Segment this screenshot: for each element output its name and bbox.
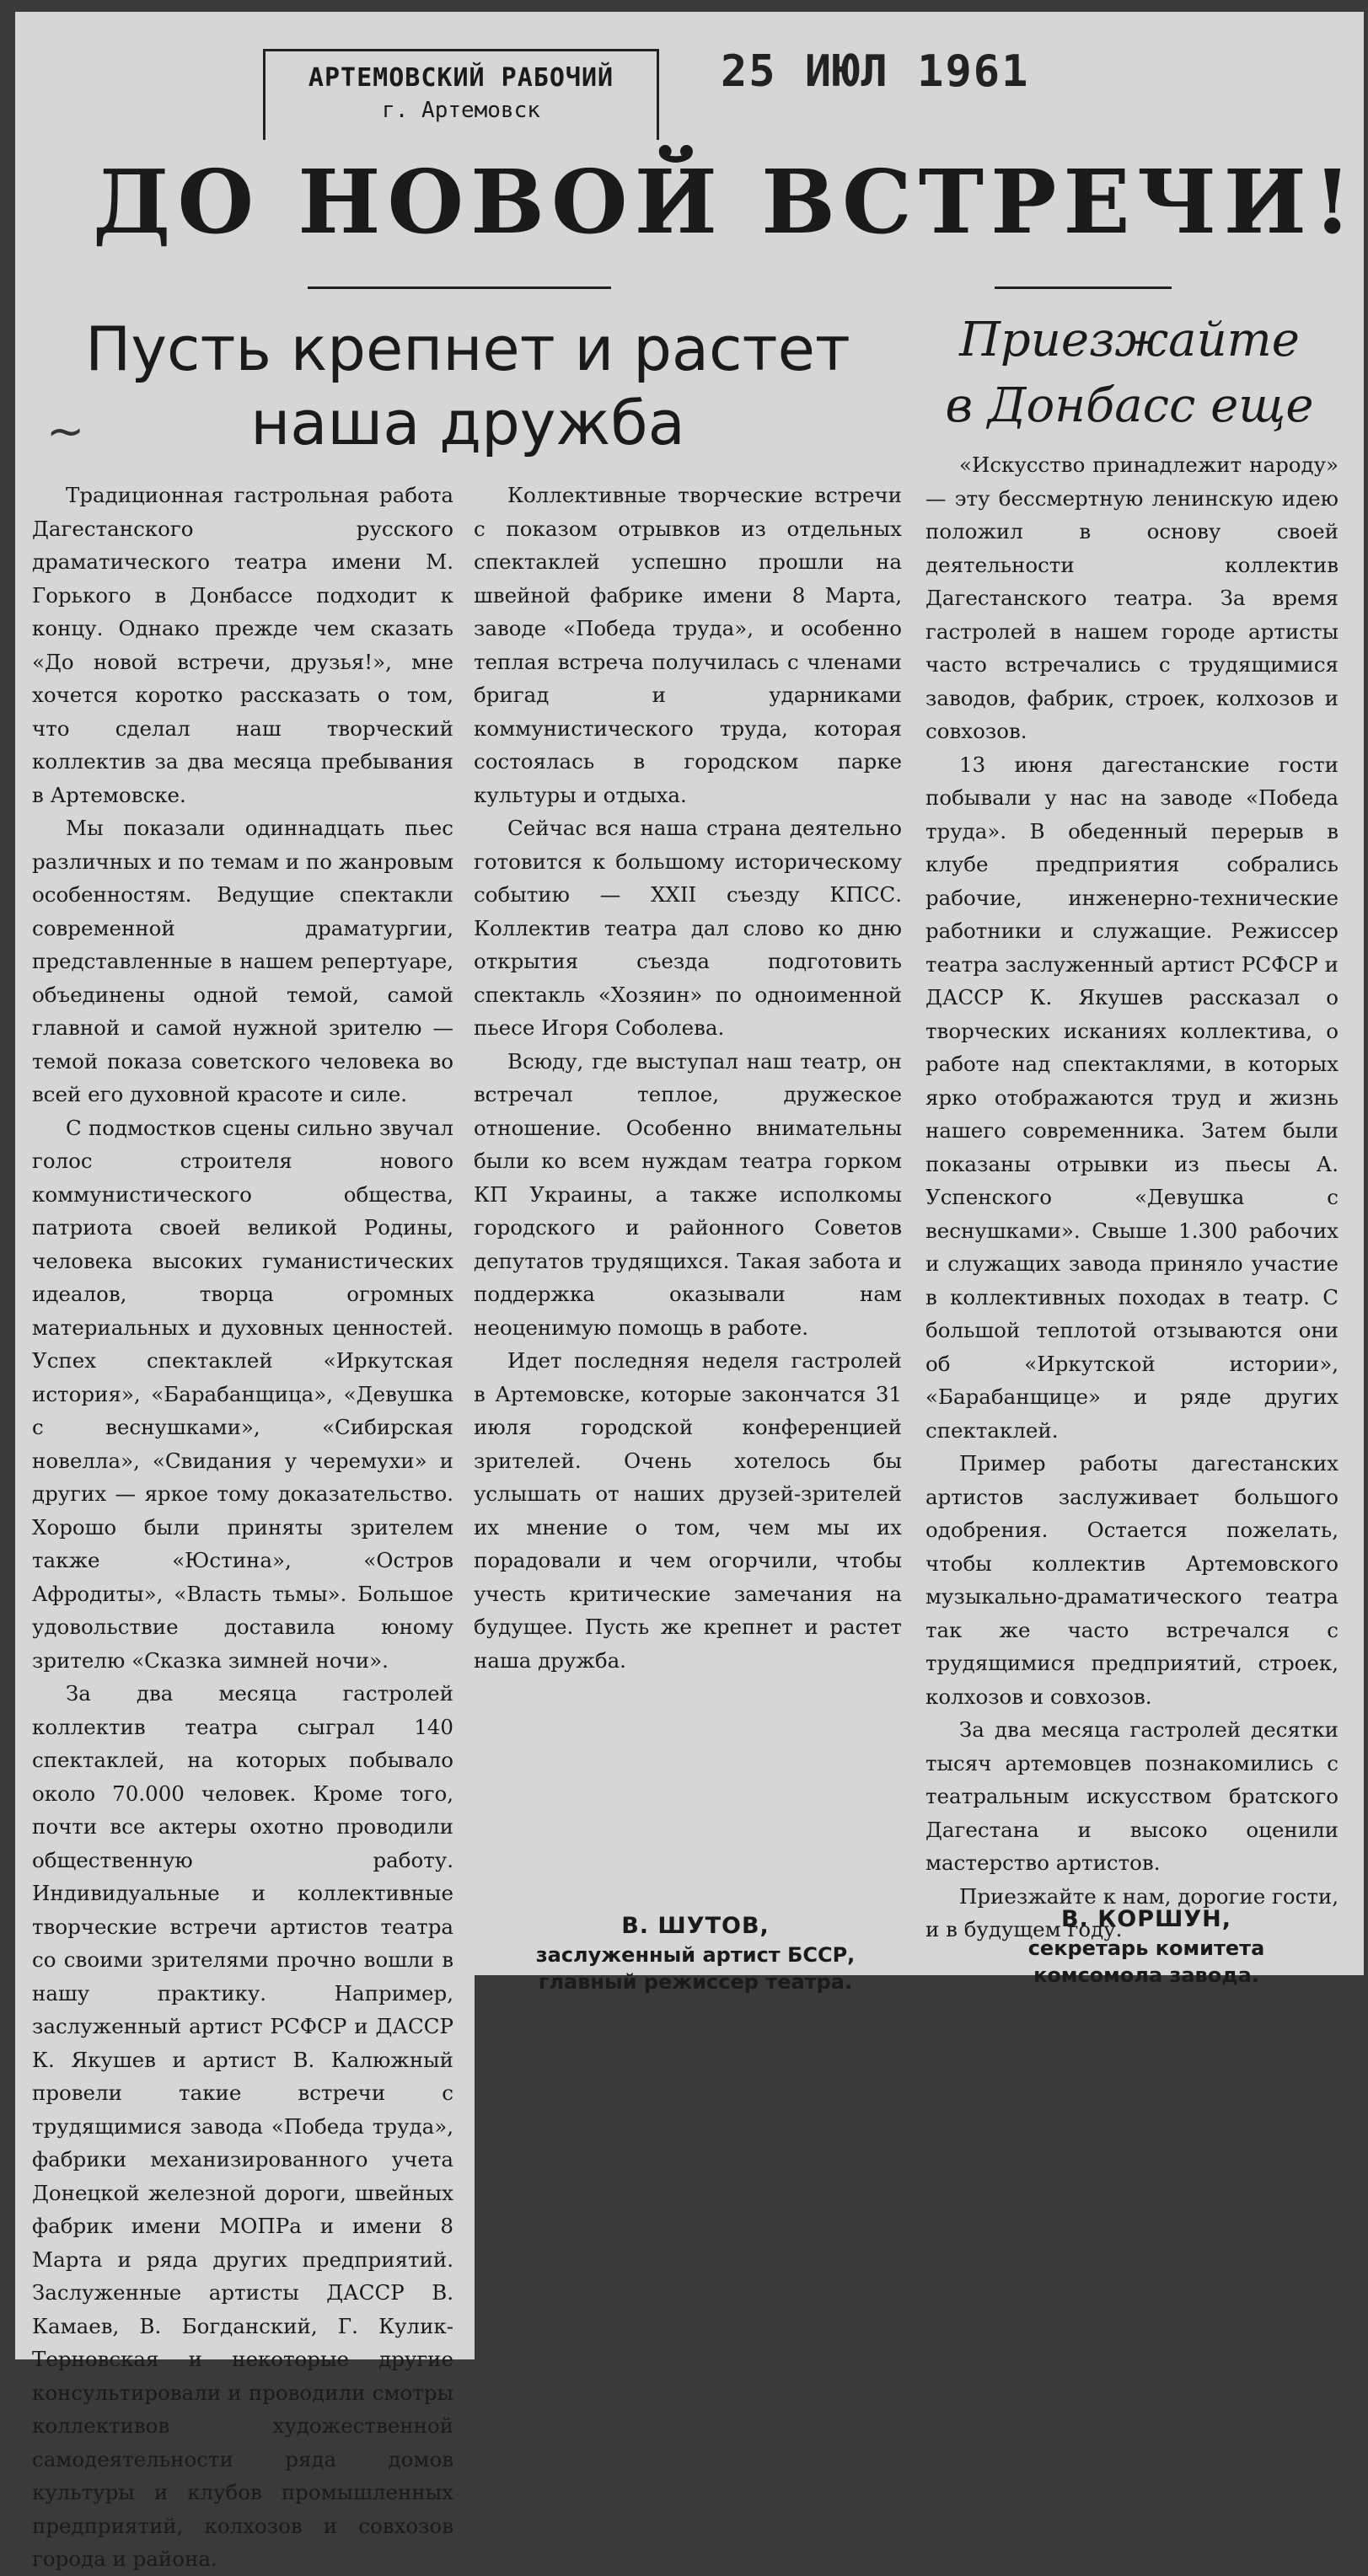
- paragraph: «Искусство принадлежит народу» — эту бессмертную ленинскую идею положил в основу своей деятельности коллектив Дагестанского театра. За время гастролей в нашем городе артисты часто встречались с трудящимися заводов, фабрик, строек, колхозов и совхозов.: [925, 453, 1338, 743]
- right-title-line1: Приезжайте: [959, 313, 1300, 367]
- signature-right: [961, 1906, 1332, 1989]
- right-article-title: [919, 308, 1340, 439]
- handwritten-mark: ~: [46, 404, 85, 458]
- signature-left: [489, 1913, 902, 1995]
- paragraph: Идет последняя неделя гастролей в Артемовске, которые закончатся 31 июля городской конференцией зрителей. Очень хотелось бы услышать от наших друзей-зрителей их мнение о том, чем мы их порадовали и чем огорчили, чтобы учесть критические замечания на будущее. Пусть же крепнет и растет наша дружба.: [474, 1348, 902, 1673]
- paragraph: Сейчас вся наша страна деятельно готовится к большому историческому событию — XXII съезду КПСС. Коллектив театра дал слово ко дню открытия съезда подготовить спектакль «Хозяин» по одноименной пьесе Игоря Соболева.: [474, 816, 902, 1040]
- paragraph: Пример работы дагестанских артистов заслуживает большого одобрения. Остается пожелать, чтобы коллектив Артемовского музыкально-драматического театра так же часто встречался с трудящимися предприятий, строек, колхозов и совхозов.: [925, 1451, 1338, 1709]
- newspaper-city: г. Артемовск: [382, 98, 540, 123]
- divider-right: [995, 287, 1172, 289]
- signature-name: В. КОРШУН,: [1060, 1906, 1232, 1932]
- paragraph: Мы показали одиннадцать пьес различных и по темам и по жанровым особенностям. Ведущие спектакли современной драматургии, представленные в нашем репертуаре, объединены одной темой, самой главной и самой нужной зрителю — темой показа советского человека во всей его духовной красоте и силе.: [32, 816, 453, 1106]
- right-title-line2: в Донбасс еще: [945, 378, 1314, 433]
- paragraph: За два месяца гастролей десятки тысяч артемовцев познакомились с театральным искусством братского Дагестана и высоко оценили мастерство артистов.: [925, 1717, 1338, 1875]
- paragraph: 13 июня дагестанские гости побывали у нас на заводе «Победа труда». В обеденный перерыв в клубе предприятия собрались рабочие, инженерно-технические работники и служащие. Режиссер театра заслуженный артист РСФСР и ДАССР К. Якушев рассказал о творческих исканиях коллектива, о работе над спектаклями, в которых ярко отображаются труд и жизнь нашего современника. Затем были показаны отрывки из пьесы А. Успенского «Девушка с веснушками». Свыше 1.300 рабочих и служащих завода приняло участие в коллективных походах в театр. С большой теплотой отзываются они об «Иркутской истории», «Барабанщице» и ряде других спектаклей.: [925, 752, 1338, 1443]
- divider-left: [308, 287, 611, 289]
- left-article-title: [46, 312, 889, 460]
- main-headline: ДО НОВОЙ ВСТРЕЧИ!: [93, 150, 1359, 254]
- left-title-line2: наша дружба: [250, 388, 685, 458]
- paragraph: Коллективные творческие встречи с показом отрывков из отдельных спектаклей успешно прошли на швейной фабрике имени 8 Марта, заводе «Победа труда», и особенно теплая встреча получилась с членами бригад и ударниками коммунистического труда, которая состоялась в городском парке культуры и отдыха.: [474, 483, 902, 807]
- signature-name: В. ШУТОВ,: [621, 1913, 770, 1939]
- signature-title: заслуженный артист БССР,: [535, 1943, 856, 1967]
- newspaper-name: АРТЕМОВСКИЙ РАБОЧИЙ: [308, 63, 614, 93]
- signature-title: комсомола завода.: [1033, 1963, 1259, 1987]
- date-stamp: 25 ИЮЛ 1961: [721, 46, 1030, 97]
- paragraph: Приезжайте к нам, дорогие гости, и в будущем году.: [925, 1883, 1338, 1941]
- signature-title: секретарь комитета: [1027, 1936, 1265, 1960]
- signature-title: главный режиссер театра.: [538, 1970, 853, 1994]
- left-title-line1: Пусть крепнет и растет: [85, 313, 850, 384]
- right-article-column: [925, 448, 1338, 1947]
- paragraph: Традиционная гастрольная работа Дагестанского русского драматического театра имени М. Горького в Донбассе подходит к концу. Однако прежде чем сказать «До новой встречи, друзья!», мне хочется коротко рассказать о том, что сделал наш творческий коллектив за два месяца пребывания в Артемовске.: [32, 483, 453, 807]
- left-article-column-1: [32, 479, 453, 2576]
- paragraph: С подмостков сцены сильно звучал голос строителя нового коммунистического общества, патриота своей великой Родины, человека высоких гуманистических идеалов, творца огромных материальных и духовных ценностей. Успех спектаклей «Иркутская история», «Барабанщица», «Девушка с веснушками», «Сибирская новелла», «Свидания у черемухи» и других — яркое тому доказательство. Хорошо были приняты зрителем также «Юстина», «Остров Афродиты», «Власть тьмы». Большое удовольствие доставила юному зрителю «Сказка зимней ночи».: [32, 1115, 453, 1673]
- left-article-column-2: [474, 479, 902, 1677]
- newspaper-masthead-stamp: [263, 49, 659, 140]
- paragraph: За два месяца гастролей коллектив театра сыграл 140 спектаклей, на которых побывало около 70.000 человек. Кроме того, почти все актеры охотно проводили общественную работу. Индивидуальные и коллективные творческие встречи артистов театра со своими зрителями прочно вошли в нашу практику. Например, заслуженный артист РСФСР и ДАССР К. Якушев и артист В. Калюжный провели такие встречи с трудящимися завода «Победа труда», фабрики механизированного учета Донецкой железной дороги, швейных фабрик имени МОПРа и имени 8 Марта и ряда других предприятий. Заслуженные артисты ДАССР В. Камаев, В. Богданский, Г. Кулик-Терновская и некоторые другие консультировали и проводили смотры коллективов художественной самодеятельности ряда домов культуры и клубов промышленных предприятий, колхозов и совхозов города и района.: [32, 1681, 453, 2571]
- paragraph: Всюду, где выступал наш театр, он встречал теплое, дружеское отношение. Особенно внимательны были ко всем нуждам театра горком КП Украины, а также исполкомы городского и районного Советов депутатов трудящихся. Такая забота и поддержка оказывали нам неоценимую помощь в работе.: [474, 1048, 902, 1340]
